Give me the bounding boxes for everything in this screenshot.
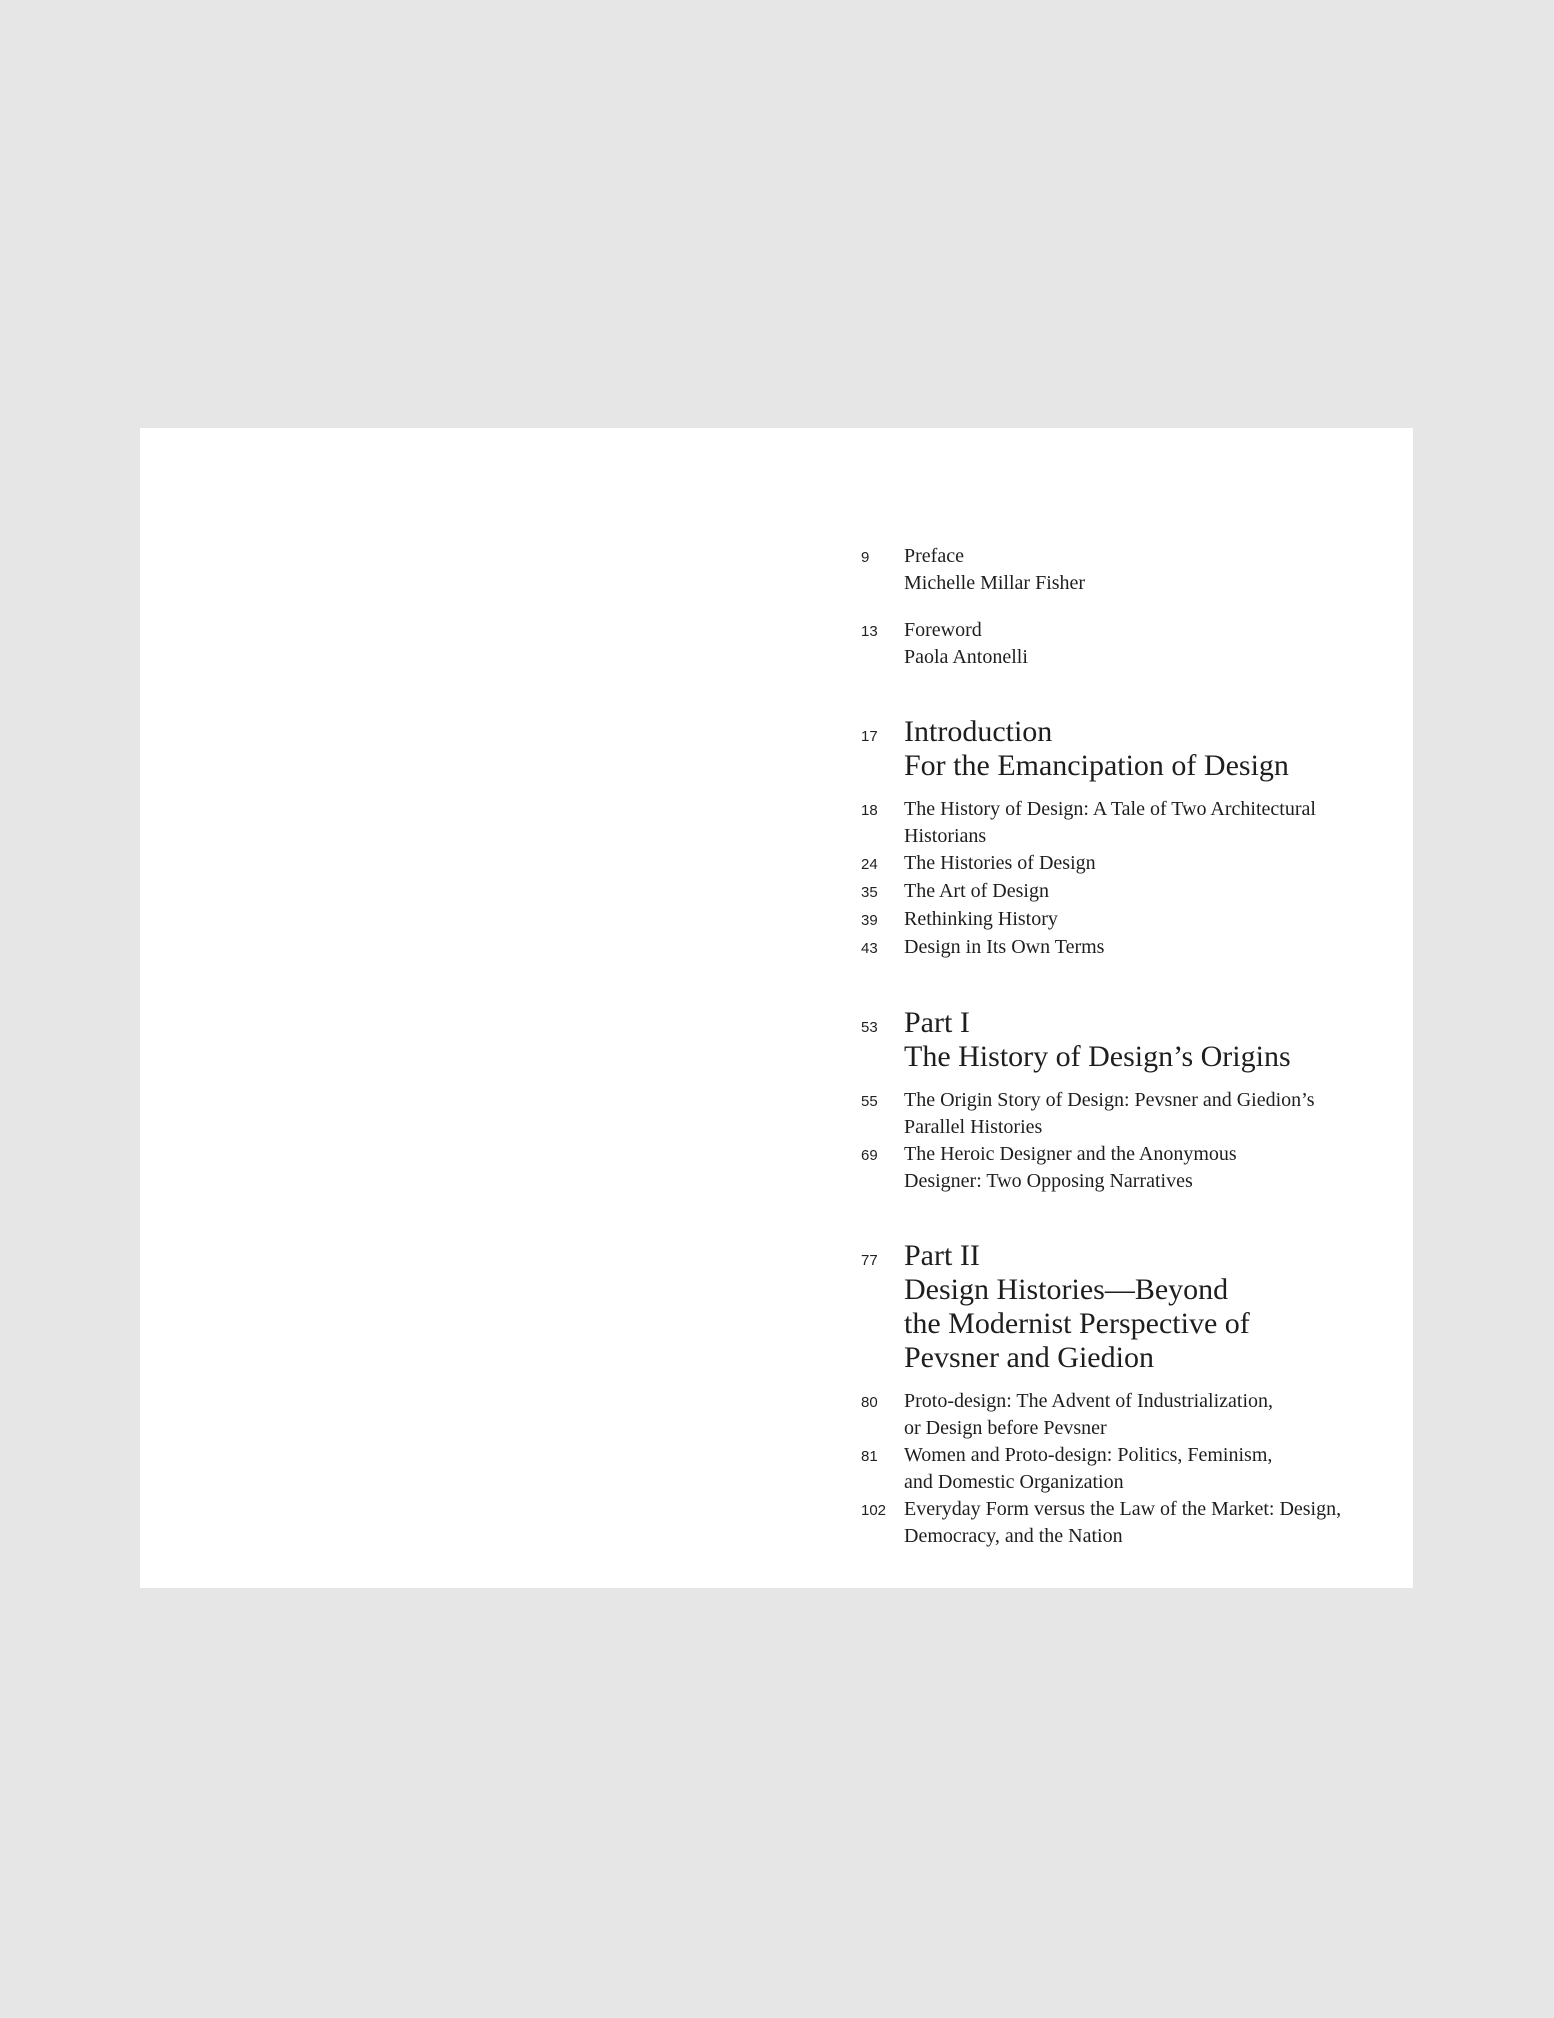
heading-block: [904, 1239, 1250, 1375]
entry-title-block: [904, 796, 1316, 850]
entry-title-block: [904, 934, 1104, 961]
heading-line: Design Histories—Beyond: [904, 1273, 1229, 1306]
heading-block: [904, 1006, 1291, 1074]
entry-line: Design in Its Own Terms: [904, 936, 1105, 958]
toc-entry: [861, 850, 1381, 878]
entry-line: Designer: Two Opposing Narratives: [904, 1170, 1193, 1192]
entry-line: The History of Design: A Tale of Two Architectural: [904, 798, 1316, 820]
entry-title-block: [904, 850, 1096, 877]
page-number: 43: [861, 940, 878, 957]
section-heading-part-2: [861, 1239, 1381, 1375]
entry-line: The Art of Design: [904, 880, 1049, 902]
page-number: 80: [861, 1394, 878, 1411]
toc-entry: [861, 1141, 1381, 1195]
heading-line: Introduction: [904, 715, 1053, 748]
heading-line: For the Emancipation of Design: [904, 749, 1289, 782]
page-number: 81: [861, 1448, 878, 1465]
entry-title-block: [904, 906, 1058, 933]
entry-line: Democracy, and the Nation: [904, 1525, 1123, 1547]
page-number: 69: [861, 1147, 878, 1164]
table-of-contents: [861, 543, 1381, 1550]
toc-entry: [861, 796, 1381, 850]
toc-entry: [861, 1496, 1381, 1550]
entry-line: Rethinking History: [904, 908, 1058, 930]
heading-line: the Modernist Perspective of: [904, 1307, 1250, 1340]
section-heading-part-1: [861, 1006, 1381, 1074]
toc-entry-preface: [861, 543, 1381, 597]
toc-entry: [861, 906, 1381, 934]
heading-line: Pevsner and Giedion: [904, 1341, 1154, 1374]
toc-entry: [861, 878, 1381, 906]
page-number: 9: [861, 549, 870, 566]
page-number: 39: [861, 912, 878, 929]
entry-title: Foreword: [904, 619, 982, 641]
entry-line: Historians: [904, 825, 987, 847]
entry-line: Everyday Form versus the Law of the Market: Design,: [904, 1498, 1342, 1520]
page-number: 17: [861, 728, 878, 745]
entry-title-block: [904, 1141, 1237, 1195]
toc-entry: [861, 1388, 1381, 1442]
entry-title-block: [904, 878, 1049, 905]
page-number: 13: [861, 623, 878, 640]
section-heading-introduction: [861, 715, 1381, 783]
page-number: 53: [861, 1019, 878, 1036]
heading-line: Part II: [904, 1239, 980, 1272]
page-number: 24: [861, 856, 878, 873]
toc-entry: [861, 1442, 1381, 1496]
toc-entry-foreword: [861, 617, 1381, 671]
page-number: 77: [861, 1252, 878, 1269]
heading-line: Part I: [904, 1006, 970, 1039]
toc-entry: [861, 934, 1381, 962]
entry-line: The Heroic Designer and the Anonymous: [904, 1143, 1237, 1165]
entry-line: The Origin Story of Design: Pevsner and Giedion’s: [904, 1089, 1315, 1111]
entry-title-block: [904, 1442, 1272, 1496]
entry-author: Paola Antonelli: [904, 646, 1028, 668]
entry-title-block: [904, 543, 1085, 597]
page-number: 18: [861, 802, 878, 819]
entry-title-block: [904, 1388, 1273, 1442]
page-number: 102: [861, 1502, 887, 1519]
entry-line: Women and Proto-design: Politics, Feminism,: [904, 1444, 1273, 1466]
page-number: 55: [861, 1093, 878, 1110]
entry-title-block: [904, 617, 1028, 671]
page-number: 35: [861, 884, 878, 901]
entry-line: Proto-design: The Advent of Industrialization,: [904, 1390, 1274, 1412]
entry-line: and Domestic Organization: [904, 1471, 1124, 1493]
entry-title-block: [904, 1087, 1315, 1141]
entry-author: Michelle Millar Fisher: [904, 572, 1086, 594]
entry-title-block: [904, 1496, 1341, 1550]
heading-block: [904, 715, 1289, 783]
book-page: [140, 428, 1413, 1588]
heading-line: The History of Design’s Origins: [904, 1040, 1291, 1073]
entry-line: Parallel Histories: [904, 1116, 1043, 1138]
entry-line: The Histories of Design: [904, 852, 1096, 874]
toc-entry: [861, 1087, 1381, 1141]
entry-line: or Design before Pevsner: [904, 1417, 1107, 1439]
entry-title: Preface: [904, 545, 964, 567]
